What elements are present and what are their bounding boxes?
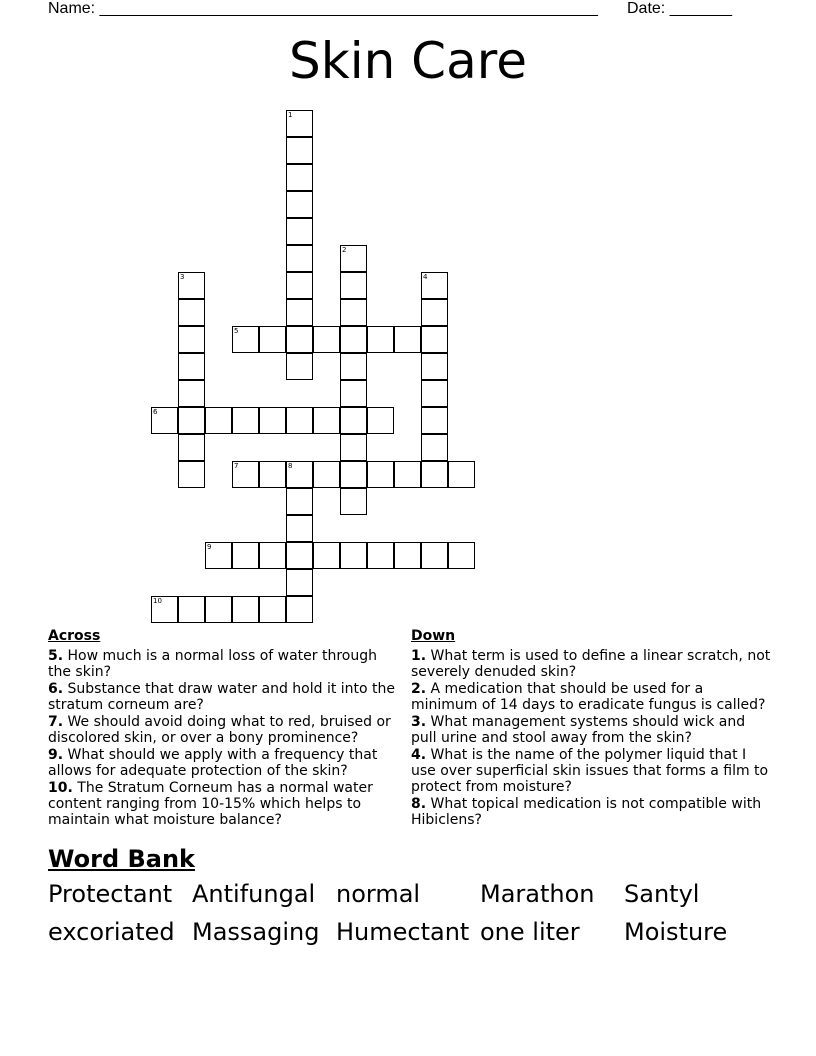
- down-clue: [411, 714, 771, 746]
- clue-text: What term is used to define a linear scratch, not severely denuded skin?: [411, 648, 771, 680]
- down-clue: [411, 747, 771, 795]
- clue-number: 2.: [411, 681, 427, 697]
- crossword-cell[interactable]: [178, 596, 205, 623]
- word-bank-item: Protectant: [48, 880, 173, 908]
- crossword-cell[interactable]: [340, 326, 367, 353]
- crossword-cell[interactable]: [232, 461, 259, 488]
- clue-number: 4: [423, 273, 428, 281]
- across-clue: [48, 648, 398, 680]
- clue-number: 9.: [48, 747, 64, 763]
- crossword-cell[interactable]: [394, 461, 421, 488]
- crossword-cell[interactable]: [421, 407, 448, 434]
- crossword-cell[interactable]: [340, 461, 367, 488]
- crossword-cell[interactable]: [367, 542, 394, 569]
- clue-number: 4.: [411, 747, 427, 763]
- page-title: Skin Care: [289, 32, 527, 90]
- clue-text: What topical medication is not compatible with Hibiclens?: [411, 796, 762, 828]
- word-bank-item: Moisture: [624, 918, 728, 946]
- crossword-cell[interactable]: [286, 515, 313, 542]
- crossword-cell[interactable]: [367, 326, 394, 353]
- crossword-cell[interactable]: [421, 542, 448, 569]
- clue-number: 9: [207, 543, 212, 551]
- crossword-cell[interactable]: [286, 110, 313, 137]
- clue-number: 8: [288, 462, 293, 470]
- crossword-cell[interactable]: [421, 272, 448, 299]
- crossword-cell[interactable]: [232, 542, 259, 569]
- crossword-cell[interactable]: [421, 434, 448, 461]
- crossword-cell[interactable]: [340, 272, 367, 299]
- crossword-cell[interactable]: [286, 272, 313, 299]
- crossword-cell[interactable]: [421, 380, 448, 407]
- clue-text: What management systems should wick and pull urine and stool away from the skin?: [411, 714, 746, 746]
- crossword-cell[interactable]: [421, 461, 448, 488]
- crossword-cell[interactable]: [286, 218, 313, 245]
- word-bank-item: Antifungal: [192, 880, 316, 908]
- crossword-cell[interactable]: [340, 380, 367, 407]
- crossword-cell[interactable]: [151, 596, 178, 623]
- crossword-cell[interactable]: [286, 164, 313, 191]
- clue-number: 6: [153, 408, 158, 416]
- crossword-cell[interactable]: [232, 596, 259, 623]
- crossword-cell[interactable]: [340, 353, 367, 380]
- across-clues: [48, 628, 398, 829]
- clue-number: 1.: [411, 648, 427, 664]
- crossword-cell[interactable]: [340, 299, 367, 326]
- crossword-cell[interactable]: [286, 299, 313, 326]
- down-clues: [411, 628, 771, 829]
- clue-number: 7: [234, 462, 239, 470]
- clue-number: 5.: [48, 648, 64, 664]
- clue-text: We should avoid doing what to red, bruised or discolored skin, or over a bony prominence?: [48, 714, 391, 746]
- across-heading: Across: [48, 628, 101, 644]
- crossword-cell[interactable]: [178, 407, 205, 434]
- crossword-cell[interactable]: [313, 407, 340, 434]
- clue-number: 7.: [48, 714, 64, 730]
- crossword-cell[interactable]: [286, 191, 313, 218]
- clue-number: 6.: [48, 681, 64, 697]
- clue-text: What is the name of the polymer liquid that I use over superficial skin issues that forms a film to protect from moisture?: [411, 747, 769, 795]
- crossword-cell[interactable]: [448, 461, 475, 488]
- crossword-cell[interactable]: [286, 569, 313, 596]
- crossword-cell[interactable]: [178, 272, 205, 299]
- word-bank-item: one liter: [480, 918, 580, 946]
- crossword-cell[interactable]: [259, 461, 286, 488]
- crossword-cell[interactable]: [178, 461, 205, 488]
- crossword-cell[interactable]: [367, 461, 394, 488]
- word-bank-item: Massaging: [192, 918, 320, 946]
- word-bank-item: excoriated: [48, 918, 175, 946]
- crossword-cell[interactable]: [178, 380, 205, 407]
- word-bank-item: Marathon: [480, 880, 595, 908]
- word-bank-item: Santyl: [624, 880, 700, 908]
- clue-number: 8.: [411, 796, 427, 812]
- date-field: Date: _______: [627, 0, 732, 17]
- crossword-cell[interactable]: [394, 542, 421, 569]
- crossword-cell[interactable]: [286, 488, 313, 515]
- crossword-cell[interactable]: [178, 434, 205, 461]
- crossword-cell[interactable]: [448, 542, 475, 569]
- crossword-cell[interactable]: [286, 542, 313, 569]
- crossword-cell[interactable]: [178, 326, 205, 353]
- crossword-cell[interactable]: [259, 326, 286, 353]
- name-field: Name: ________________________________________________________: [48, 0, 598, 17]
- crossword-cell[interactable]: [286, 137, 313, 164]
- clue-number: 1: [288, 111, 293, 119]
- crossword-cell[interactable]: [367, 407, 394, 434]
- clue-number: 5: [234, 327, 239, 335]
- crossword-cell[interactable]: [205, 596, 232, 623]
- crossword-cell[interactable]: [340, 407, 367, 434]
- crossword-cell[interactable]: [340, 542, 367, 569]
- crossword-cell[interactable]: [259, 407, 286, 434]
- crossword-cell[interactable]: [421, 353, 448, 380]
- word-bank-heading: Word Bank: [48, 845, 196, 873]
- clue-number: 10.: [48, 780, 73, 796]
- crossword-cell[interactable]: [394, 326, 421, 353]
- crossword-cell[interactable]: [340, 434, 367, 461]
- crossword-cell[interactable]: [421, 299, 448, 326]
- crossword-cell[interactable]: [178, 299, 205, 326]
- crossword-cell[interactable]: [286, 596, 313, 623]
- across-clue: [48, 681, 398, 713]
- crossword-cell[interactable]: [232, 407, 259, 434]
- crossword-cell[interactable]: [259, 542, 286, 569]
- across-clue: [48, 780, 398, 828]
- crossword-cell[interactable]: [313, 461, 340, 488]
- clue-number: 2: [342, 246, 347, 254]
- across-clue: [48, 747, 398, 779]
- crossword-cell[interactable]: [205, 542, 232, 569]
- crossword-cell[interactable]: [286, 407, 313, 434]
- clue-number: 10: [153, 597, 162, 605]
- clue-text: How much is a normal loss of water through the skin?: [48, 648, 377, 680]
- clue-text: Substance that draw water and hold it into the stratum corneum are?: [48, 681, 396, 713]
- down-clue: [411, 648, 771, 680]
- crossword-cell[interactable]: [340, 245, 367, 272]
- crossword-cell[interactable]: [313, 542, 340, 569]
- word-bank-item: normal: [336, 880, 421, 908]
- crossword-cell[interactable]: [421, 326, 448, 353]
- clue-number: 3.: [411, 714, 427, 730]
- down-clue: [411, 796, 771, 828]
- down-clue: [411, 681, 771, 713]
- crossword-cell[interactable]: [313, 326, 340, 353]
- crossword-cell[interactable]: [259, 596, 286, 623]
- word-bank-item: Humectant: [336, 918, 470, 946]
- across-clue: [48, 714, 398, 746]
- crossword-cell[interactable]: [286, 326, 313, 353]
- crossword-cell[interactable]: [178, 353, 205, 380]
- crossword-cell[interactable]: [151, 407, 178, 434]
- down-heading: Down: [411, 628, 456, 644]
- clue-text: The Stratum Corneum has a normal water content ranging from 10-15% which helps to maintain what moisture balance?: [48, 780, 373, 828]
- clue-number: 3: [180, 273, 185, 281]
- crossword-cell[interactable]: [286, 461, 313, 488]
- crossword-cell[interactable]: [286, 353, 313, 380]
- clue-text: A medication that should be used for a minimum of 14 days to eradicate fungus is called?: [411, 681, 766, 713]
- clue-text: What should we apply with a frequency that allows for adequate protection of the skin?: [48, 747, 378, 779]
- crossword-cell[interactable]: [232, 326, 259, 353]
- crossword-cell[interactable]: [205, 407, 232, 434]
- crossword-cell[interactable]: [340, 488, 367, 515]
- crossword-cell[interactable]: [286, 245, 313, 272]
